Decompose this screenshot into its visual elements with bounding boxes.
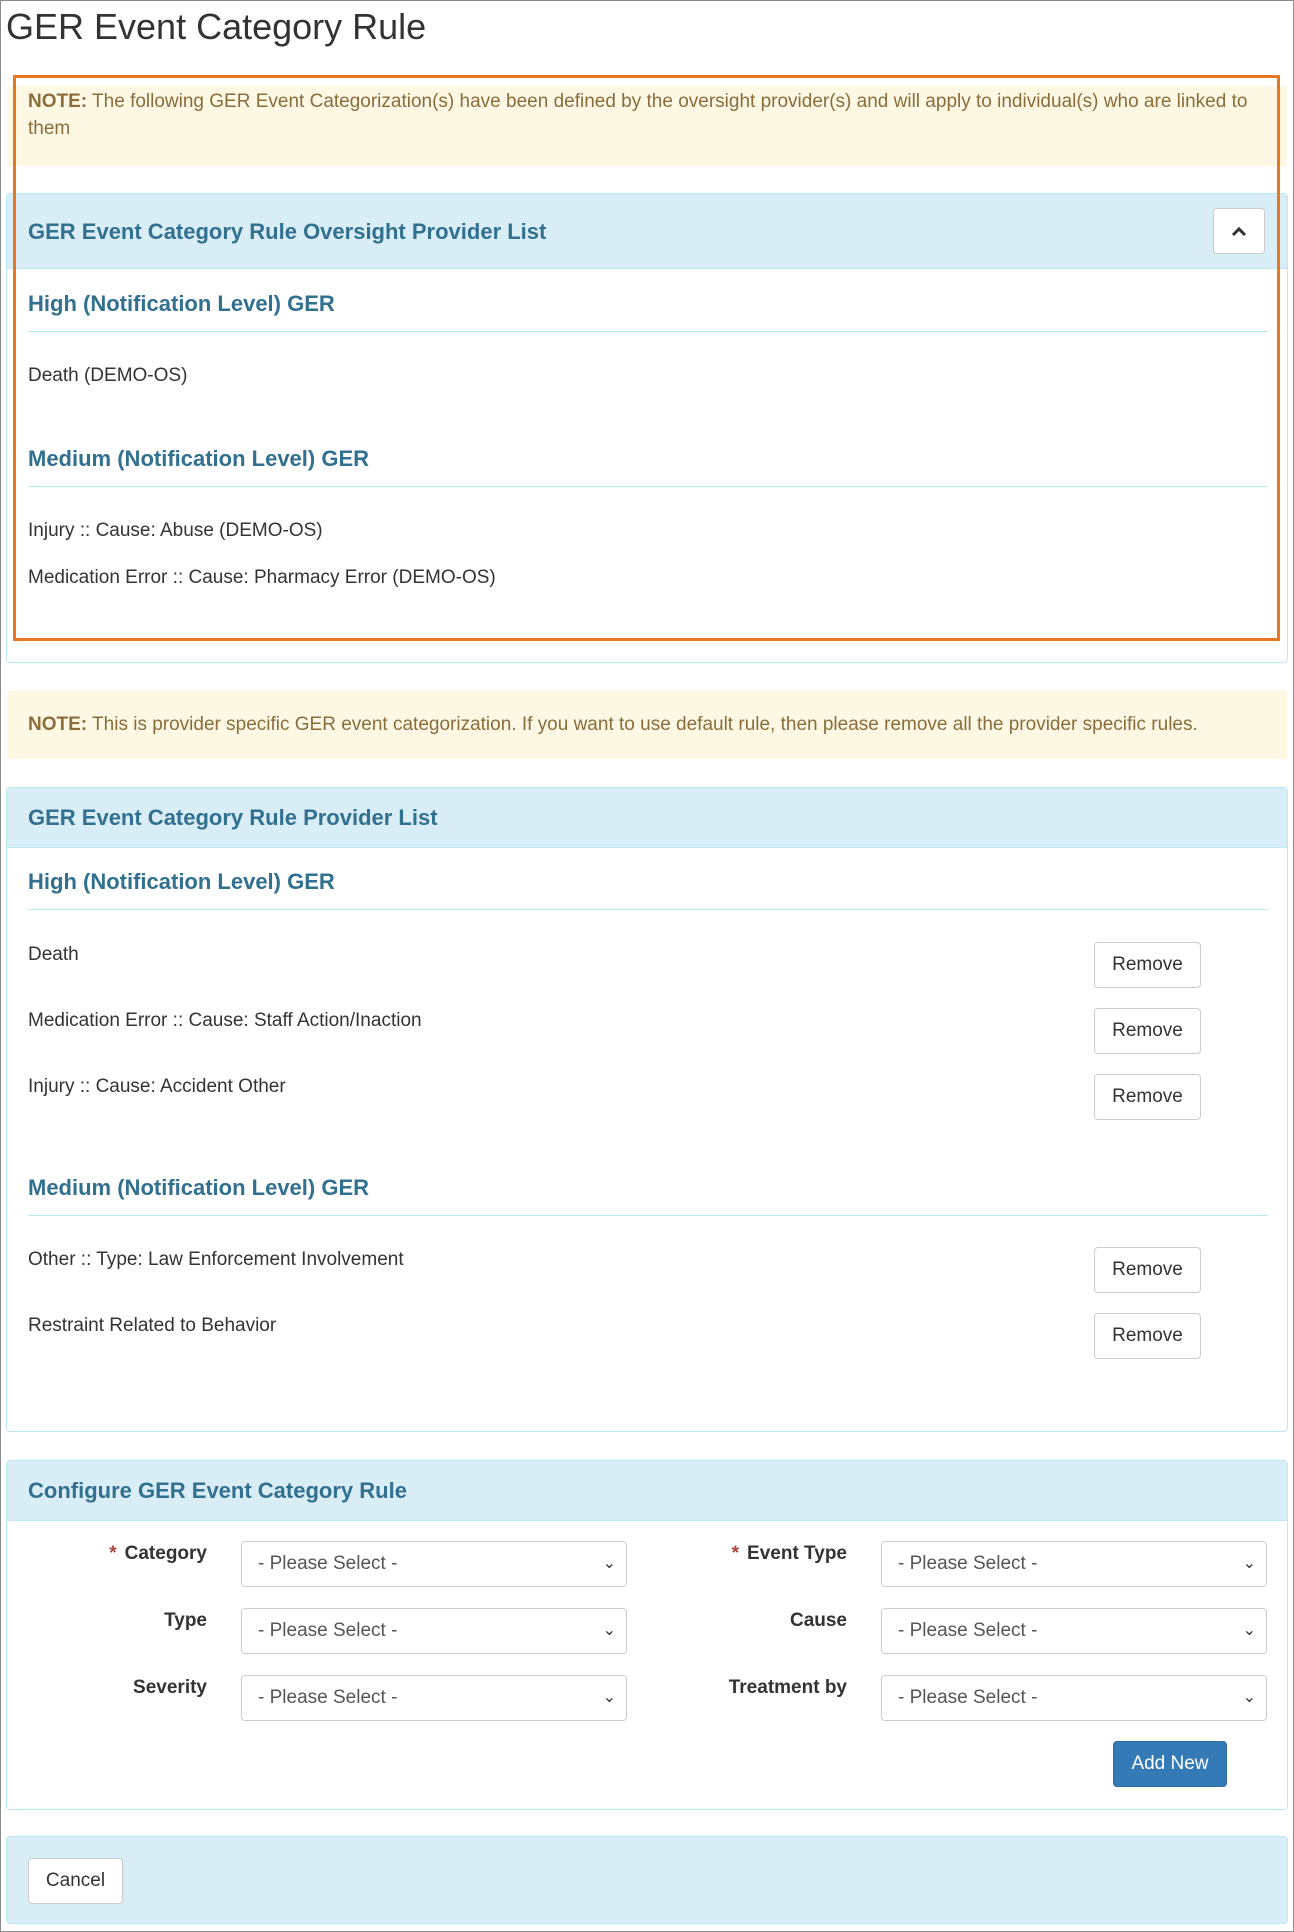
- event-type-select[interactable]: - Please Select - ⌄: [881, 1541, 1267, 1587]
- type-select[interactable]: - Please Select - ⌄: [241, 1608, 627, 1654]
- note-label: NOTE:: [28, 714, 88, 735]
- remove-button[interactable]: Remove: [1094, 1313, 1201, 1359]
- treatment-by-label: Treatment by: [728, 1677, 847, 1698]
- list-item: Death: [28, 944, 79, 965]
- provider-panel-heading: [7, 788, 1287, 848]
- page-title: GER Event Category Rule: [6, 6, 427, 47]
- type-label: Type: [164, 1610, 207, 1631]
- oversight-note: [7, 86, 1287, 166]
- remove-button[interactable]: Remove: [1094, 1074, 1201, 1120]
- required-marker: *: [731, 1543, 740, 1564]
- oversight-medium-heading: Medium (Notification Level) GER: [28, 446, 1268, 487]
- list-item: Injury :: Cause: Accident Other: [28, 1076, 286, 1097]
- provider-high-heading: High (Notification Level) GER: [28, 869, 1268, 910]
- oversight-high-heading: High (Notification Level) GER: [28, 291, 1268, 332]
- list-item: Medication Error :: Cause: Staff Action/Inaction: [28, 1010, 422, 1031]
- remove-button[interactable]: Remove: [1094, 1008, 1201, 1054]
- add-new-button[interactable]: Add New: [1113, 1741, 1227, 1787]
- chevron-down-icon: ⌄: [1242, 1555, 1256, 1572]
- list-item: Restraint Related to Behavior: [28, 1315, 277, 1336]
- provider-medium-heading: Medium (Notification Level) GER: [28, 1175, 1268, 1216]
- chevron-down-icon: ⌄: [1242, 1689, 1256, 1706]
- configure-panel: [6, 1460, 1288, 1810]
- chevron-down-icon: ⌄: [602, 1555, 616, 1572]
- required-marker: *: [109, 1543, 117, 1564]
- treatment-by-select[interactable]: - Please Select - ⌄: [881, 1675, 1267, 1721]
- category-label: * Category: [109, 1543, 207, 1564]
- configure-panel-heading: [7, 1461, 1287, 1521]
- list-item: Other :: Type: Law Enforcement Involvement: [28, 1249, 404, 1270]
- oversight-panel-title: GER Event Category Rule Oversight Provider List: [28, 219, 547, 244]
- chevron-down-icon: ⌄: [602, 1622, 616, 1639]
- footer-panel: [6, 1836, 1288, 1924]
- chevron-down-icon: ⌄: [1242, 1622, 1256, 1639]
- cause-label: Cause: [789, 1610, 847, 1631]
- category-select[interactable]: - Please Select - ⌄: [241, 1541, 627, 1587]
- list-item: Injury :: Cause: Abuse (DEMO-OS): [28, 520, 323, 541]
- chevron-up-icon: [1231, 225, 1247, 237]
- event-type-label: * Event Type: [731, 1543, 847, 1564]
- cause-select[interactable]: - Please Select - ⌄: [881, 1608, 1267, 1654]
- oversight-panel-heading: [7, 194, 1287, 269]
- configure-panel-title: Configure GER Event Category Rule: [28, 1478, 407, 1503]
- provider-note: [7, 691, 1287, 759]
- note-label: NOTE:: [28, 91, 88, 112]
- severity-select[interactable]: - Please Select - ⌄: [241, 1675, 627, 1721]
- note-text: This is provider specific GER event categorization. If you want to use default rule, then please remove all the provider specific rules.: [92, 714, 1198, 735]
- provider-panel-title: GER Event Category Rule Provider List: [28, 805, 438, 830]
- cancel-button[interactable]: Cancel: [28, 1858, 123, 1904]
- note-text: The following GER Event Categorization(s) have been defined by the oversight provider(s) and will apply to individual(s) who are linked to them: [28, 91, 1248, 139]
- remove-button[interactable]: Remove: [1094, 942, 1201, 988]
- chevron-down-icon: ⌄: [602, 1689, 616, 1706]
- remove-button[interactable]: Remove: [1094, 1247, 1201, 1293]
- list-item: Medication Error :: Cause: Pharmacy Error (DEMO-OS): [28, 567, 496, 588]
- provider-list-panel: [6, 787, 1288, 1432]
- severity-label: Severity: [133, 1677, 207, 1698]
- list-item: Death (DEMO-OS): [28, 365, 188, 386]
- collapse-button[interactable]: [1213, 208, 1265, 254]
- oversight-provider-panel: [6, 193, 1288, 663]
